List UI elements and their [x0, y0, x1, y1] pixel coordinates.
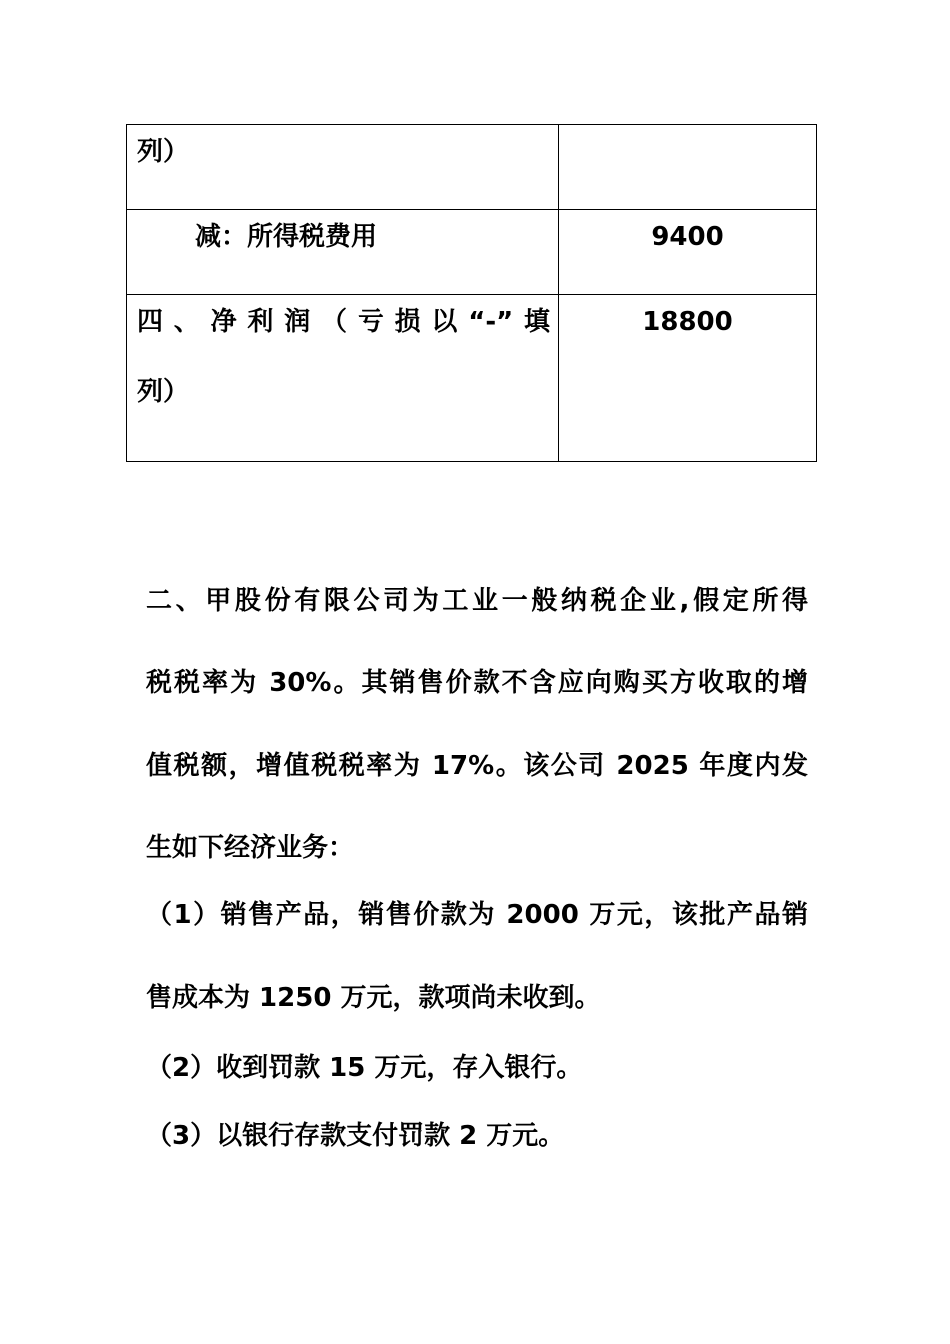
row-label-line: 列）: [137, 377, 190, 407]
row-value: 18800: [559, 295, 817, 462]
row-value: [559, 125, 817, 210]
row-label-line: 四、净利润（亏损以“-”填: [137, 307, 550, 337]
list-item: （3）以银行存款支付罚款 2 万元。: [146, 1121, 565, 1151]
row-label: 列）: [127, 125, 559, 210]
list-item-continuation: 售成本为 1250 万元，款项尚未收到。: [146, 983, 601, 1013]
paragraph-line: 二、甲股份有限公司为工业一般纳税企业,假定所得: [146, 586, 808, 616]
paragraph-line: 税税率为 30%。其销售价款不含应向购买方收取的增: [146, 668, 808, 698]
table-row: [127, 210, 817, 295]
list-item: （2）收到罚款 15 万元，存入银行。: [146, 1053, 583, 1083]
row-value: 9400: [559, 210, 817, 295]
income-statement-table: [126, 124, 817, 462]
row-label: 减：所得税费用: [127, 210, 559, 295]
row-label: [127, 295, 559, 462]
table-row: [127, 125, 817, 210]
paragraph-line: 值税额，增值税税率为 17%。该公司 2025 年度内发: [146, 751, 808, 781]
paragraph-line: 生如下经济业务：: [146, 833, 355, 863]
table-row: [127, 295, 817, 462]
list-item: （1）销售产品，销售价款为 2000 万元，该批产品销: [146, 900, 808, 930]
